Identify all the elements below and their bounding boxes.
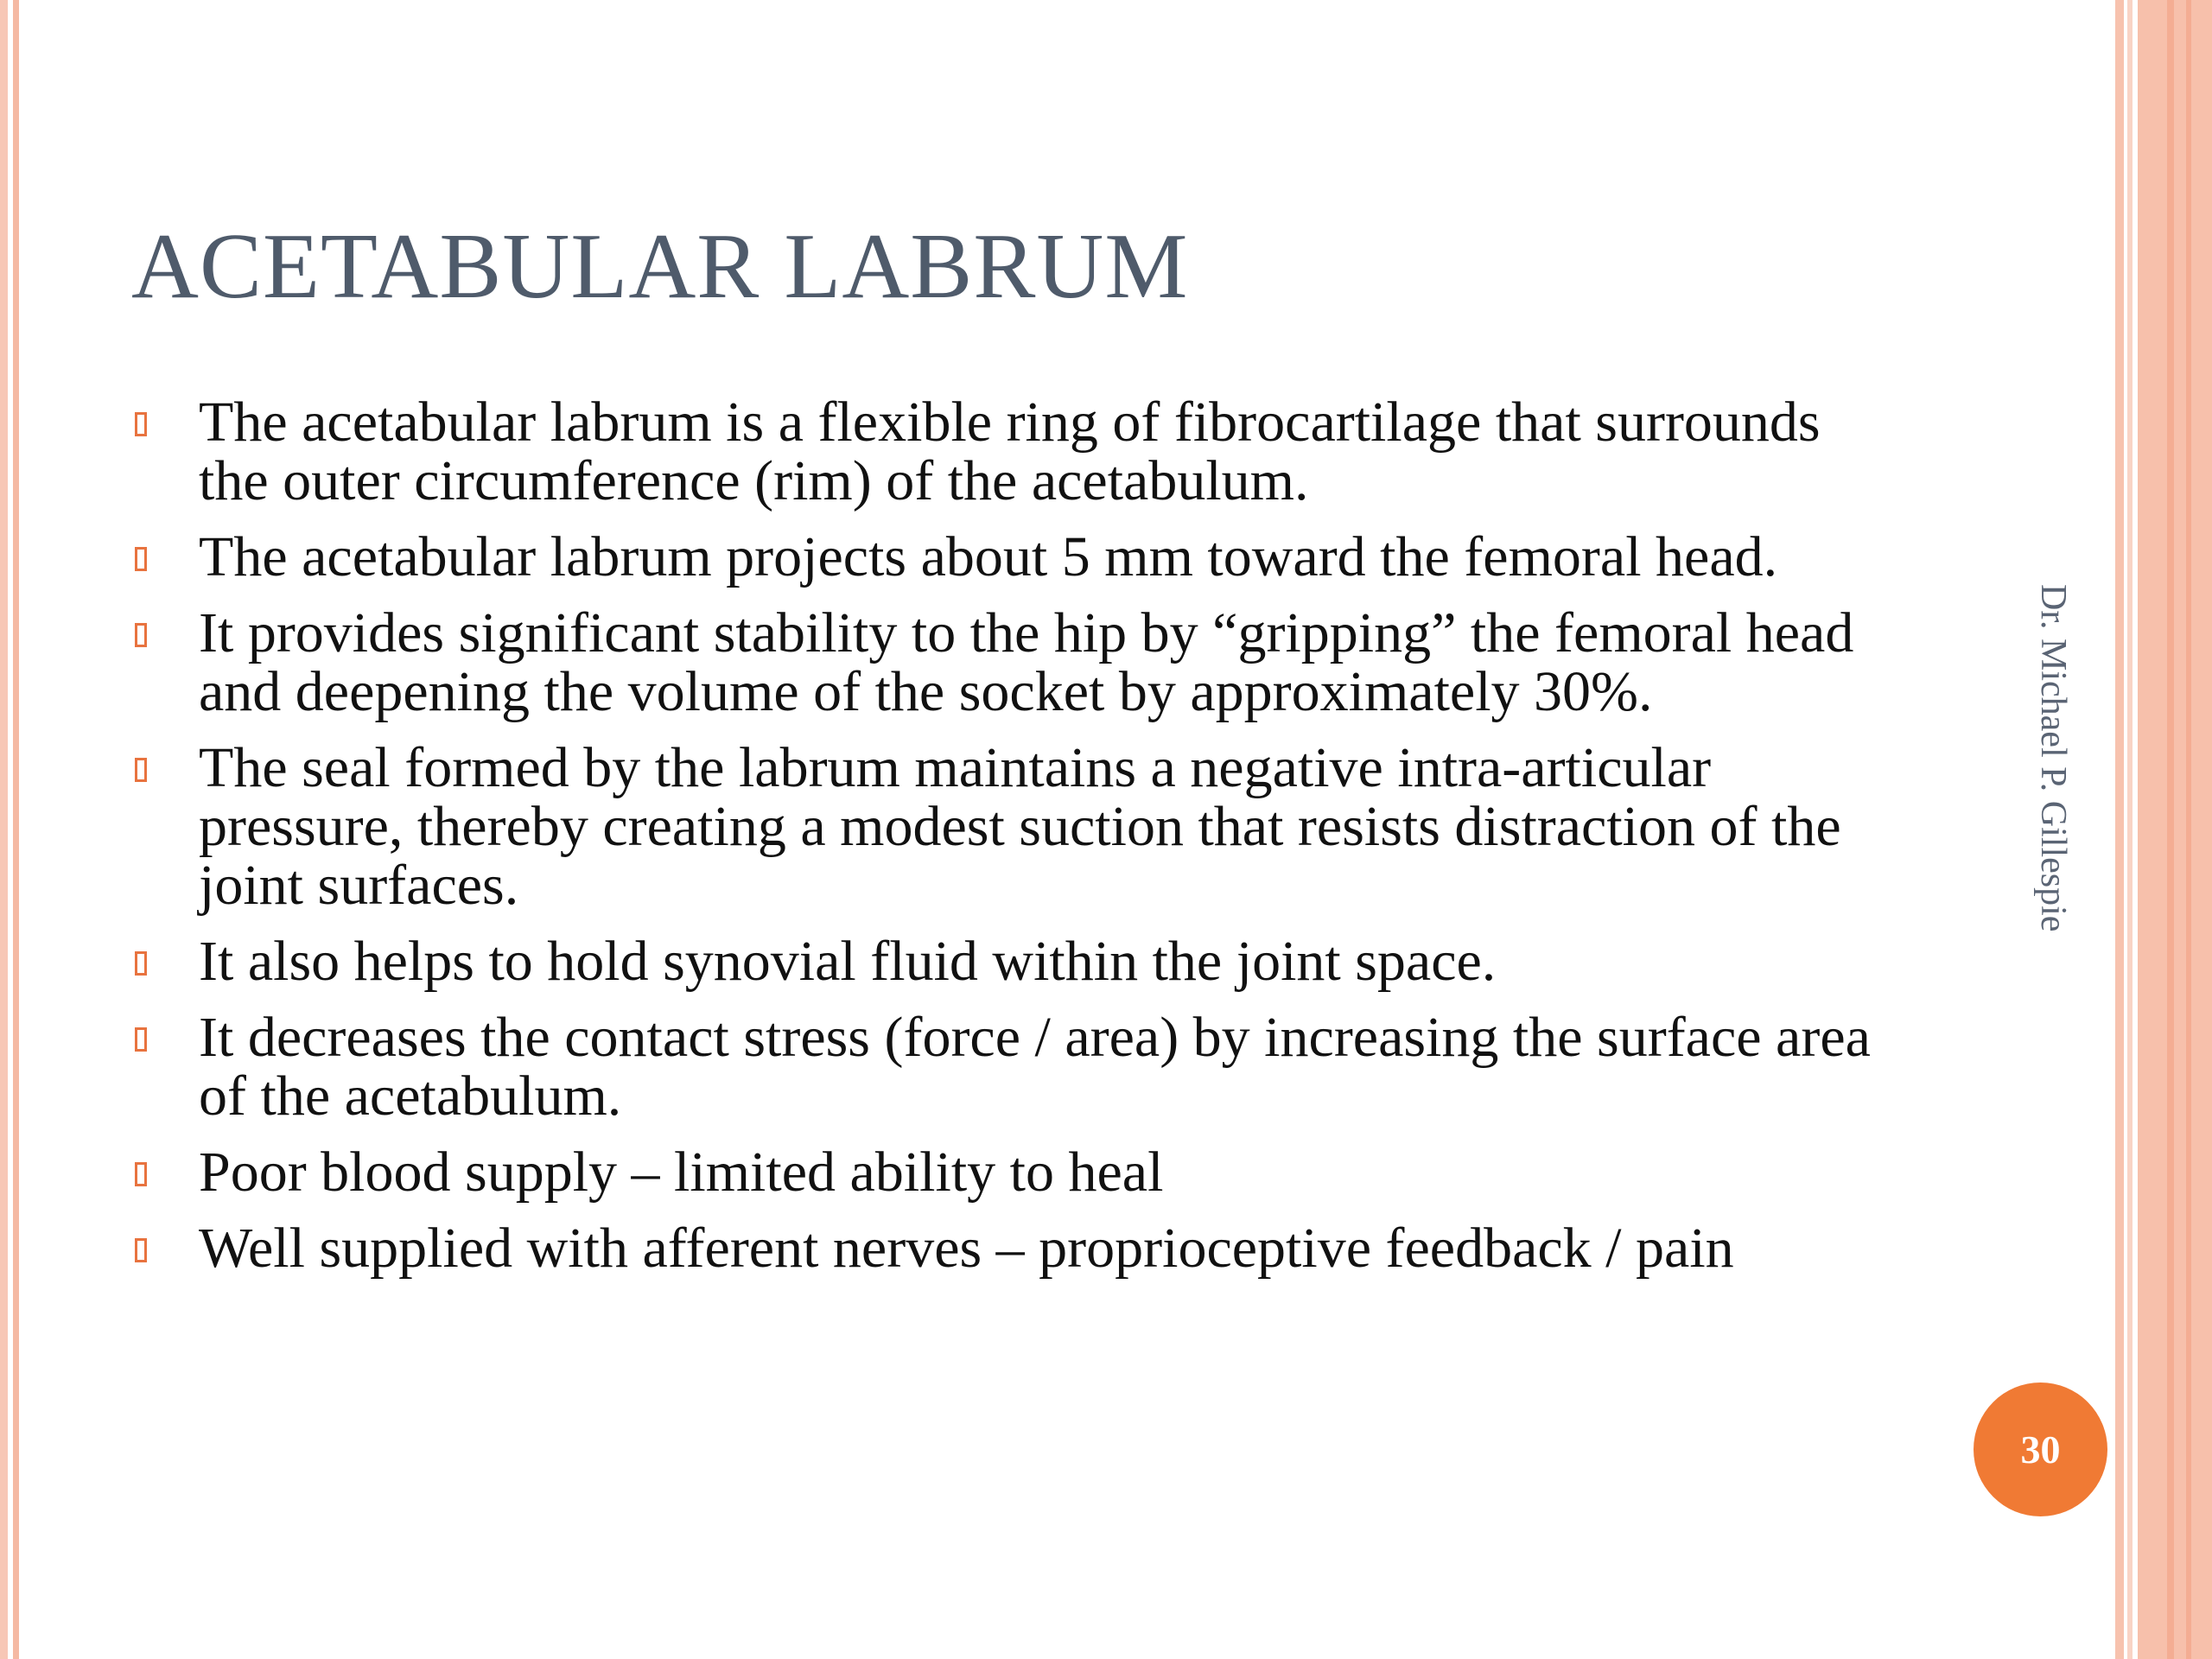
left-border-stripe (0, 0, 8, 1659)
author-label: Dr. Michael P. Gillespie (2033, 584, 2073, 932)
bullet-text: It provides significant stability to the hip by “gripping” the femoral head and deepening the volume of the socket by approximately 30%. (199, 601, 1854, 723)
square-bullet-icon (135, 623, 147, 647)
square-bullet-icon (135, 547, 147, 571)
bullet-text: It decreases the contact stress (force / area) by increasing the surface area of the acetabulum. (199, 1006, 1871, 1128)
right-border-line (2167, 0, 2174, 1659)
square-bullet-icon (135, 758, 147, 782)
right-border-line (2186, 0, 2191, 1659)
square-bullet-icon (135, 412, 147, 436)
right-border-stripe (2127, 0, 2133, 1659)
bullet-text: The acetabular labrum is a flexible ring of fibrocartilage that surrounds the outer circumference (rim) of the acetabulum. (199, 391, 1821, 512)
square-bullet-icon (135, 1162, 147, 1186)
bullet-item (131, 1219, 1885, 1278)
bullet-text: Poor blood supply – limited ability to heal (199, 1141, 1164, 1204)
slide-title: ACETABULAR LABRUM (131, 215, 1189, 318)
square-bullet-icon (135, 951, 147, 976)
square-bullet-icon (135, 1027, 147, 1052)
bullet-item (131, 932, 1885, 991)
right-border-panel (2138, 0, 2212, 1659)
bullet-text: Well supplied with afferent nerves – proprioceptive feedback / pain (199, 1217, 1734, 1280)
bullet-text: The seal formed by the labrum maintains a negative intra-articular pressure, thereby creating a modest suction that resists distraction of the joint surfaces. (199, 736, 1841, 917)
page-number: 30 (2020, 1427, 2061, 1471)
page-number-badge (1974, 1382, 2107, 1516)
bullet-text: The acetabular labrum projects about 5 mm toward the femoral head. (199, 525, 1778, 588)
bullet-item (131, 601, 1885, 723)
bullet-item (131, 393, 1885, 511)
bullet-item (131, 1143, 1885, 1202)
bullet-item (131, 736, 1885, 917)
bullet-list (131, 393, 1885, 1295)
square-bullet-icon (135, 1238, 147, 1262)
bullet-item (131, 525, 1885, 588)
right-border-stripe (2115, 0, 2124, 1659)
bullet-text: It also helps to hold synovial fluid within the joint space. (199, 930, 1497, 993)
bullet-item (131, 1008, 1885, 1126)
left-border-stripe (13, 0, 19, 1659)
